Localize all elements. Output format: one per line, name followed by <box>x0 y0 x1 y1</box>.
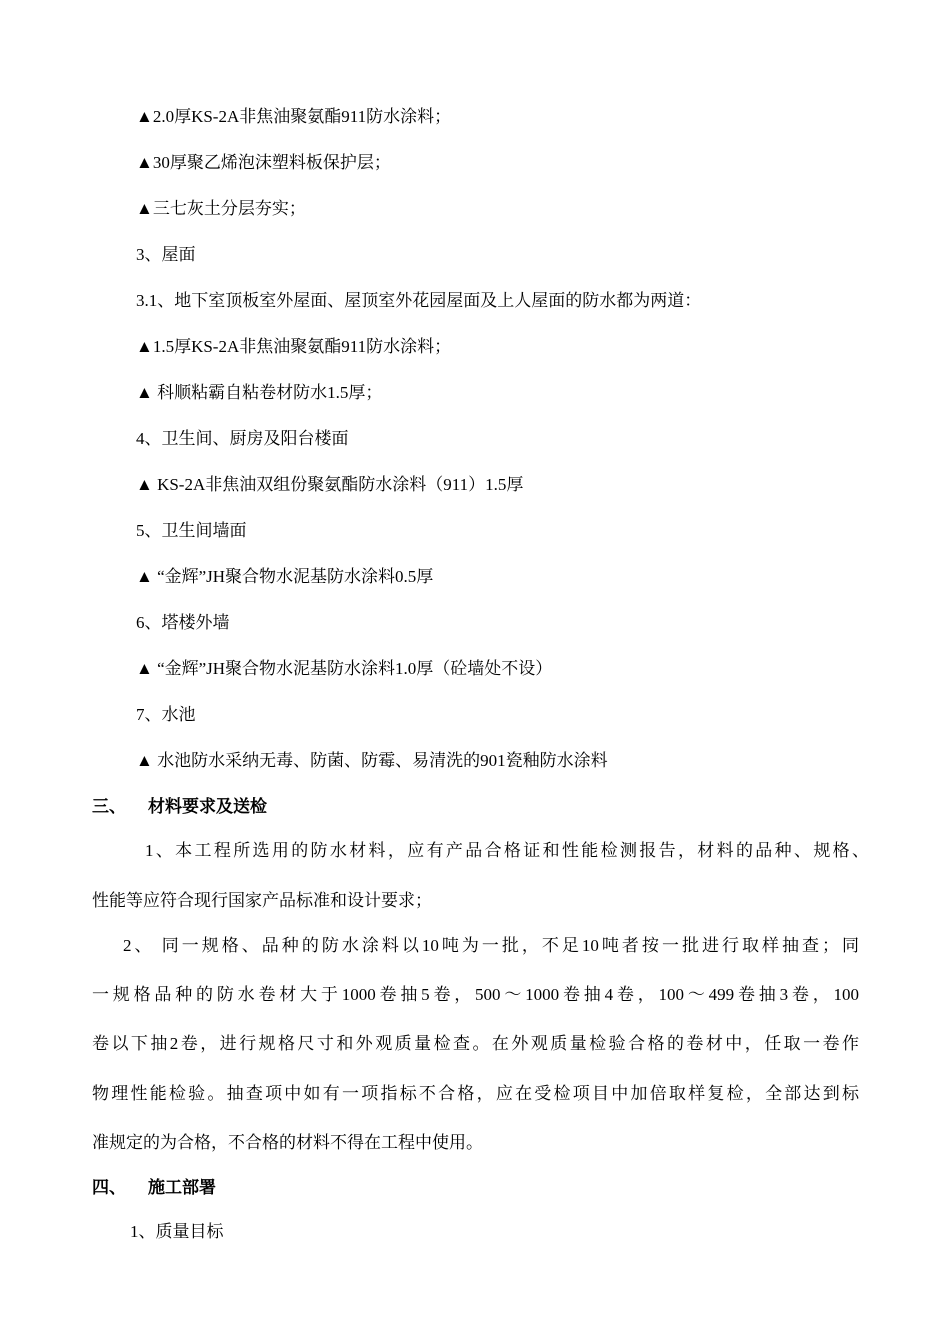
list-item: ▲30厚聚乙烯泡沫塑料板保护层； <box>136 153 391 172</box>
list-item: ▲三七灰土分层夯实； <box>136 199 306 218</box>
list-item: 4、卫生间、厨房及阳台楼面 <box>136 429 349 448</box>
list-item: 5、卫生间墙面 <box>136 521 247 540</box>
list-item: 7、水池 <box>136 705 196 724</box>
section-number: 四、 <box>92 1178 126 1197</box>
list-item: ▲1.5厚KS-2A非焦油聚氨酯911防水涂料； <box>136 337 452 356</box>
paragraph-line: 物理性能检验。抽查项中如有一项指标不合格，应在受检项目中加倍取样复检，全部达到标 <box>92 1084 859 1103</box>
paragraph-line: 卷以下抽2卷，进行规格尺寸和外观质量检查。在外观质量检验合格的卷材中，任取一卷作 <box>92 1034 859 1053</box>
section-title: 施工部署 <box>148 1178 216 1197</box>
paragraph-line: 1、本工程所选用的防水材料，应有产品合格证和性能检测报告，材料的品种、规格、 <box>145 841 869 860</box>
paragraph-line: 准规定的为合格，不合格的材料不得在工程中使用。 <box>92 1133 483 1152</box>
list-item: 6、塔楼外墙 <box>136 613 230 632</box>
paragraph-line: 2、 同一规格、品种的防水涂料以10吨为一批，不足10吨者按一批进行取样抽查；同 <box>123 936 859 955</box>
list-item: ▲ KS-2A非焦油双组份聚氨酯防水涂料（911）1.5厚 <box>136 475 524 494</box>
list-item: ▲ 科顺粘霸自粘卷材防水1.5厚； <box>136 383 383 402</box>
list-item: ▲2.0厚KS-2A非焦油聚氨酯911防水涂料； <box>136 107 452 126</box>
list-item: ▲ “金辉”JH聚合物水泥基防水涂料0.5厚 <box>136 567 434 586</box>
paragraph-line: 一规格品种的防水卷材大于1000卷抽5卷，500～1000卷抽4卷，100～499卷抽3卷，100 <box>92 985 859 1004</box>
list-item: 3、屋面 <box>136 245 196 264</box>
section-title: 材料要求及送检 <box>148 797 267 816</box>
list-item: ▲ 水池防水采纳无毒、防菌、防霉、易清洗的901瓷釉防水涂料 <box>136 751 608 770</box>
list-item: 1、质量目标 <box>130 1222 224 1241</box>
list-item: ▲ “金辉”JH聚合物水泥基防水涂料1.0厚（砼墙处不设） <box>136 659 553 678</box>
paragraph-line: 性能等应符合现行国家产品标准和设计要求； <box>92 891 432 910</box>
section-number: 三、 <box>92 797 126 816</box>
list-item: 3.1、地下室顶板室外屋面、屋顶室外花园屋面及上人屋面的防水都为两道： <box>136 291 702 310</box>
